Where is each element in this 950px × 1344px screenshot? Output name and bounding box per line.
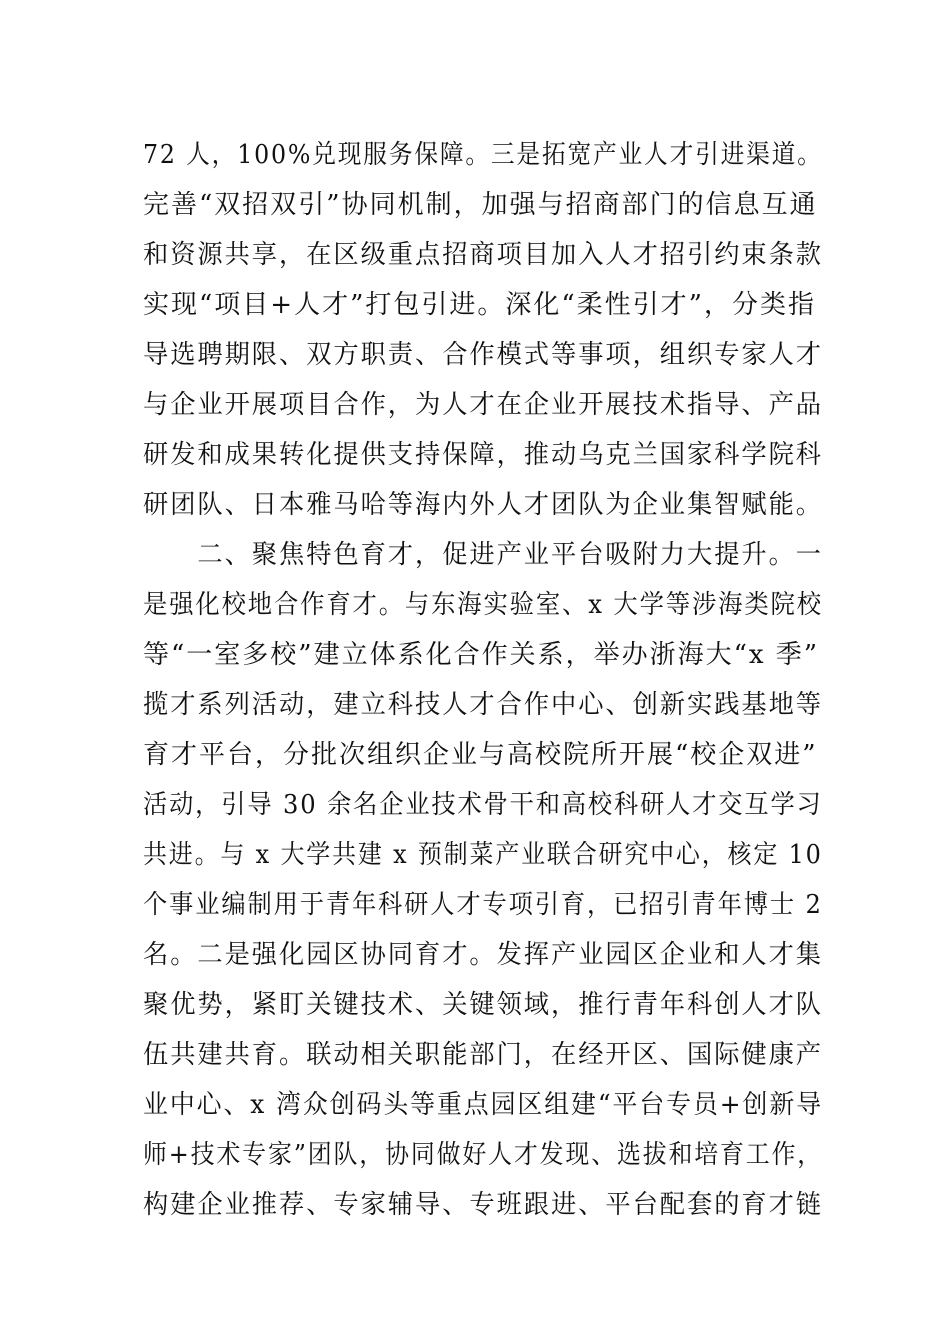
text-line: 等“一室多校”建立体系化合作关系，举办浙海大“x 季” [143, 640, 820, 670]
text-line: 师+技术专家”团队，协同做好人才发现、选拔和培育工作， [143, 1140, 824, 1170]
section-heading-line: 二、聚焦特色育才，促进产业平台吸附力大提升。一 [143, 540, 824, 570]
text-line: 72 人，100%兑现服务保障。三是拓宽产业人才引进渠道。 [143, 140, 823, 170]
text-line: 与企业开展项目合作，为人才在企业开展技术指导、产品 [143, 390, 824, 420]
document-body [143, 130, 823, 1230]
text-line: 揽才系列活动，建立科技人才合作中心、创新实践基地等 [143, 690, 824, 720]
text-line: 构建企业推荐、专家辅导、专班跟进、平台配套的育才链 [143, 1190, 824, 1220]
text-line: 名。二是强化园区协同育才。发挥产业园区企业和人才集 [143, 940, 824, 970]
text-line: 业中心、x 湾众创码头等重点园区组建“平台专员+创新导 [143, 1090, 824, 1120]
text-line: 实现“项目+人才”打包引进。深化“柔性引才”，分类指 [143, 290, 816, 320]
text-line: 共进。与 x 大学共建 x 预制菜产业联合研究中心，核定 10 [143, 840, 823, 870]
text-line: 和资源共享，在区级重点招商项目加入人才招引约束条款 [143, 240, 824, 270]
text-line: 研发和成果转化提供支持保障，推动乌克兰国家科学院科 [143, 440, 824, 470]
text-line: 聚优势，紧盯关键技术、关键领域，推行青年科创人才队 [143, 990, 824, 1020]
text-line: 活动，引导 30 余名企业技术骨干和高校科研人才交互学习 [143, 790, 823, 820]
text-line: 是强化校地合作育才。与东海实验室、x 大学等涉海类院校 [143, 590, 823, 620]
text-line: 伍共建共育。联动相关职能部门，在经开区、国际健康产 [143, 1040, 824, 1070]
text-line: 研团队、日本雅马哈等海内外人才团队为企业集智赋能。 [143, 490, 824, 520]
text-line: 完善“双招双引”协同机制，加强与招商部门的信息互通 [143, 190, 818, 220]
text-line: 育才平台，分批次组织企业与高校院所开展“校企双进” [143, 740, 818, 770]
text-line: 导选聘期限、双方职责、合作模式等事项，组织专家人才 [143, 340, 824, 370]
text-line: 个事业编制用于青年科研人才专项引育，已招引青年博士 2 [143, 890, 823, 920]
